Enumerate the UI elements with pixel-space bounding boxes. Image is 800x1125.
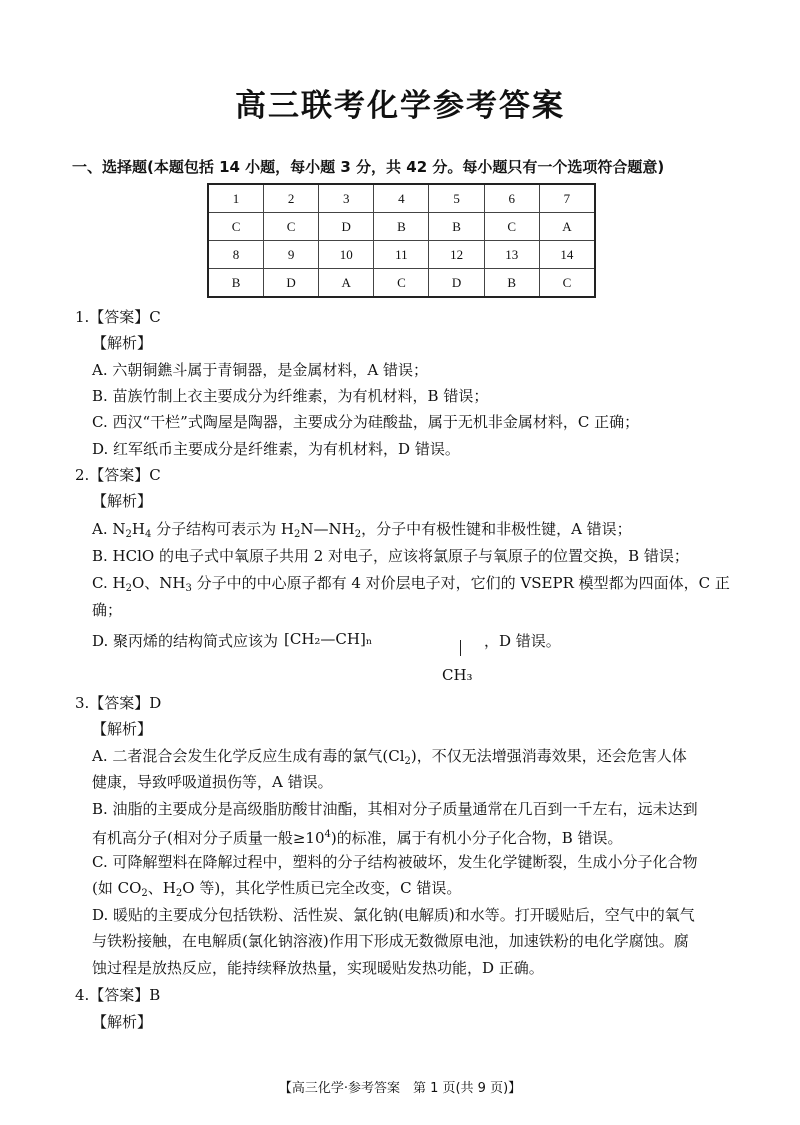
table-cell: B [484,269,539,298]
table-cell: 13 [484,241,539,269]
table-cell: D [429,269,484,298]
text-run: (如 CO [92,879,142,897]
table-cell: 3 [319,184,374,213]
q3-option-c-cont [92,877,772,905]
q3-option-d: D. 暖贴的主要成分包括铁粉、活性炭、氯化钠(电解质)和水等。打开暖贴后，空气中的氧气 [92,906,695,924]
bond-line [460,640,461,656]
text-run: 分子结构可表示为 H [151,520,294,538]
q2-option-c [92,572,772,600]
table-cell: A [539,213,595,241]
q2-analysis-label: 【解析】 [92,492,153,510]
q1-answer: 1.【答案】C [75,308,161,326]
table-cell: B [374,213,429,241]
subscript: 2 [354,529,362,540]
methyl-group: CH₃ [442,666,473,684]
text-run: C. H [92,574,126,592]
page-title: 高三联考化学参考答案 [235,88,565,124]
q3-option-b-cont [92,824,772,849]
table-cell: 1 [208,184,264,213]
subscript: 4 [144,529,152,540]
subscript: 2 [175,888,183,899]
text-run: A. 二者混合会发生化学反应生成有毒的氯气(Cl [92,747,405,765]
subscript: 3 [185,583,192,594]
table-cell: 11 [374,241,429,269]
table-cell: 6 [484,184,539,213]
table-row [208,269,595,298]
text-run: 、H [147,879,176,897]
q3-option-d-cont2: 蚀过程是放热反应，能持续释放热量，实现暖贴发热功能，D 正确。 [92,959,544,977]
table-cell: C [539,269,595,298]
q3-option-a-cont: 健康，导致呼吸道损伤等，A 错误。 [92,773,333,791]
subscript: 2 [293,529,301,540]
table-cell: C [484,213,539,241]
table-cell: 5 [429,184,484,213]
q3-option-b: B. 油脂的主要成分是高级脂肪酸甘油酯，其相对分子质量通常在几百到一千左右，远未达到 [92,800,698,818]
table-cell: C [208,213,264,241]
text-run: )的标准，属于有机小分子化合物，B 错误。 [330,829,623,847]
q2-d-tail: ，D 错误。 [484,632,561,650]
subscript: 2 [125,583,132,594]
table-cell: B [208,269,264,298]
q1-option-d: D. 红军纸币主要成分是纤维素，为有机材料，D 错误。 [92,440,460,458]
table-cell: D [264,269,319,298]
q2-option-d [92,630,592,690]
table-cell: 8 [208,241,264,269]
table-cell: A [319,269,374,298]
table-cell: 7 [539,184,595,213]
q2-answer: 2.【答案】C [75,466,161,484]
text-run: A. N [92,520,126,538]
table-cell: 12 [429,241,484,269]
answer-table [207,183,596,298]
text-run: ，分子中有极性键和非极性键，A 错误； [361,520,632,538]
q3-option-c: C. 可降解塑料在降解过程中，塑料的分子结构被破坏，发生化学键断裂，生成小分子化合物 [92,853,698,871]
text-run: )，不仅无法增强消毒效果，还会危害人体 [410,747,687,765]
section-heading: 一、选择题(本题包括 14 小题，每小题 3 分，共 42 分。每小题只有一个选项符合题意) [72,158,665,176]
table-cell: C [374,269,429,298]
superscript: 4 [324,829,331,840]
q3-option-a [92,745,772,773]
q3-option-d-cont1: 与铁粉接触，在电解质(氯化钠溶液)作用下形成无数微原电池，加速铁粉的电化学腐蚀。腐 [92,932,689,950]
table-cell: 14 [539,241,595,269]
table-cell: 10 [319,241,374,269]
q2-option-c-cont: 确； [92,601,123,619]
q1-analysis-label: 【解析】 [92,334,153,352]
polypropylene-formula: [CH₂—CH]ₙ [284,630,373,648]
table-row [208,213,595,241]
q1-option-a: A. 六朝铜鐎斗属于青铜器，是金属材料，A 错误； [92,361,428,379]
text-run: O、NH [131,574,186,592]
table-row [208,241,595,269]
page-footer: 【高三化学·参考答案 第 1 页(共 9 页)】 [278,1081,522,1096]
table-cell: C [264,213,319,241]
text-run: N—NH [300,520,355,538]
table-cell: B [429,213,484,241]
q1-option-b: B. 苗族竹制上衣主要成分为纤维素，为有机材料，B 错误； [92,387,489,405]
subscript: 2 [125,529,132,540]
table-cell: 9 [264,241,319,269]
subscript: 2 [141,888,148,899]
text-run: H [131,520,145,538]
table-row [208,184,595,213]
text-run: O 等)，其化学性质已完全改变，C 错误。 [182,879,462,897]
q2-option-b: B. HClO 的电子式中氧原子共用 2 对电子，应该将氯原子与氧原子的位置交换，B 错误； [92,547,689,565]
text-run: 分子中的中心原子都有 4 对价层电子对，它们的 VSEPR 模型都为四面体，C 正 [191,574,730,592]
q1-option-c: C. 西汉“干栏”式陶屋是陶器，主要成分为硅酸盐，属于无机非金属材料，C 正确； [92,413,640,431]
q3-answer: 3.【答案】D [75,694,162,712]
q4-answer: 4.【答案】B [75,986,161,1004]
q4-analysis-label: 【解析】 [92,1013,153,1031]
subscript: 2 [404,756,411,767]
q2-option-a [92,518,772,546]
q3-analysis-label: 【解析】 [92,720,153,738]
text-run: 有机高分子(相对分子质量一般≥10 [92,829,325,847]
table-cell: 2 [264,184,319,213]
q2-d-text: D. 聚丙烯的结构简式应该为 [92,632,279,650]
table-cell: 4 [374,184,429,213]
table-cell: D [319,213,374,241]
